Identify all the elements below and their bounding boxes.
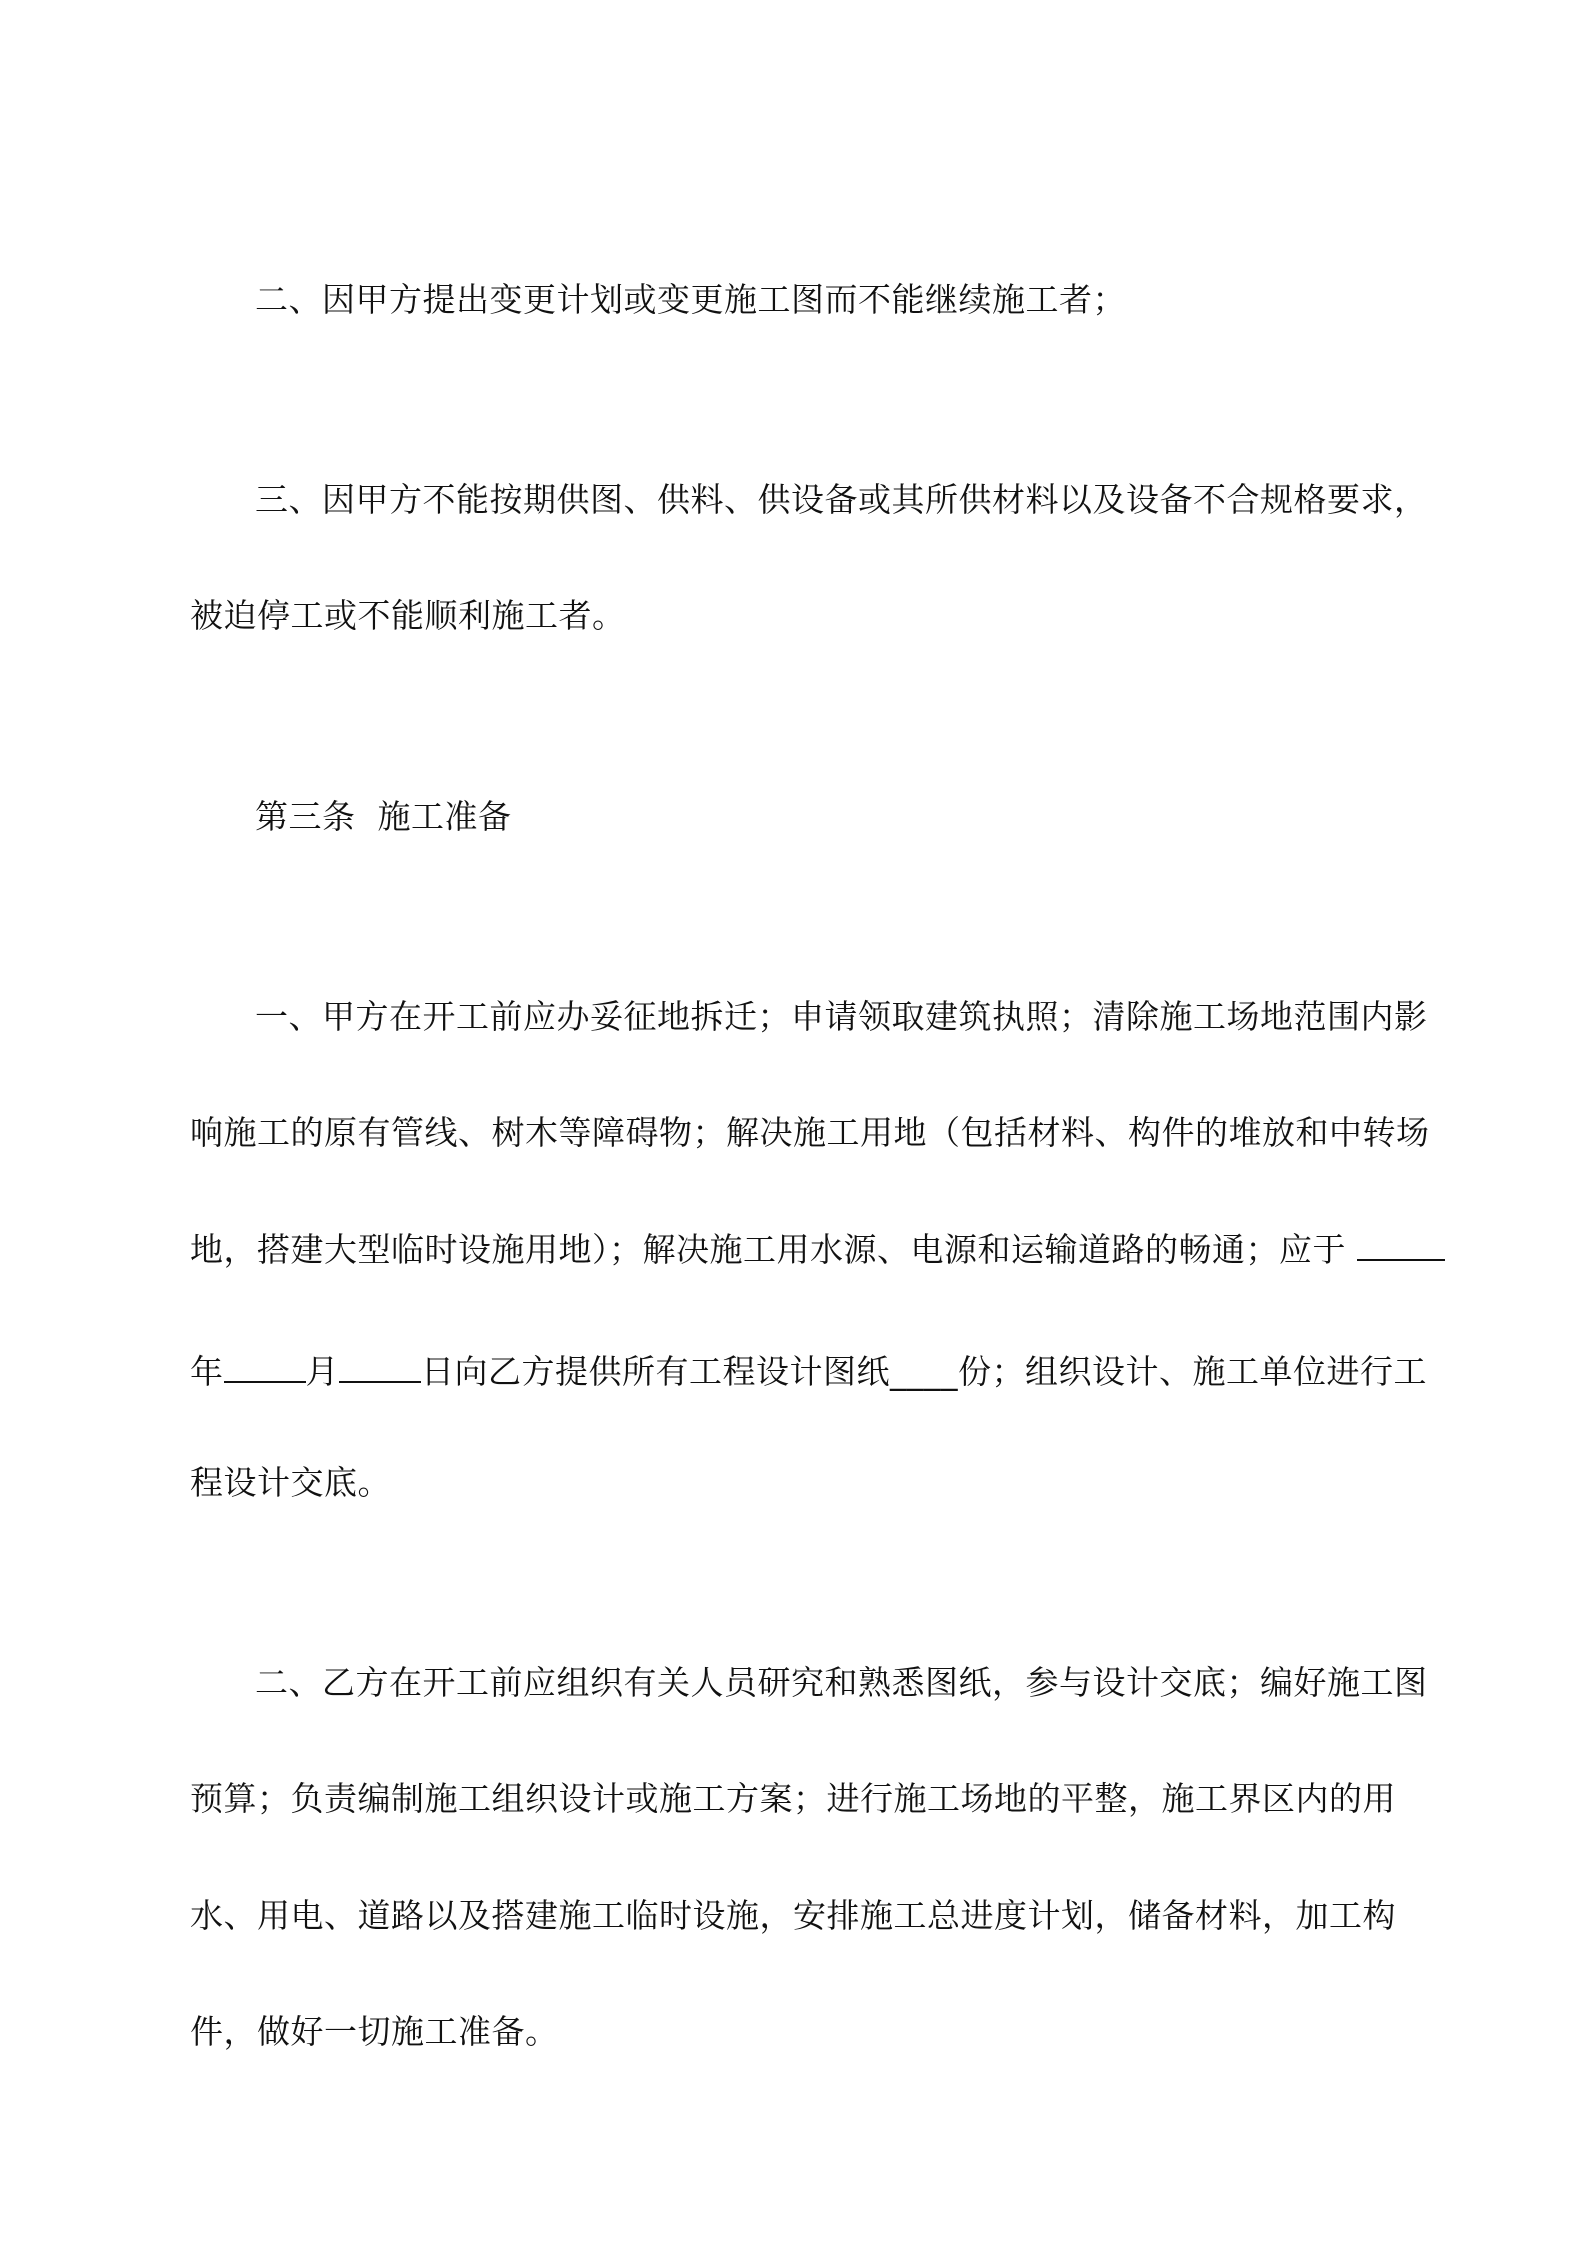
paragraph-text: 水、用电、道路以及搭建施工临时设施，安排施工总进度计划，储备材料，加工构 [190, 1896, 1396, 1935]
paragraph-text: 日向乙方提供所有工程设计图纸____份；组织设计、施工单位进行工 [421, 1352, 1427, 1391]
paragraph-text: 二、乙方在开工前应组织有关人员研究和熟悉图纸，参与设计交底；编好施工图 [255, 1663, 1428, 1702]
month-blank [224, 1351, 306, 1383]
section-heading [255, 795, 511, 839]
day-blank [339, 1351, 421, 1383]
paragraph-prep-1 [255, 995, 1428, 1039]
paragraph-prep-2-cont [190, 1777, 1396, 1821]
month-label: 月 [305, 1352, 339, 1391]
paragraph-text: 被迫停工或不能顺利施工者。 [190, 596, 626, 635]
year-label: 年 [190, 1352, 224, 1391]
paragraph-text: 预算；负责编制施工组织设计或施工方案；进行施工场地的平整，施工界区内的用 [190, 1779, 1396, 1818]
paragraph-text: 三、因甲方不能按期供图、供料、供设备或其所供材料以及设备不合规格要求， [255, 480, 1428, 519]
paragraph-text: 地，搭建大型临时设施用地）；解决施工用水源、电源和运输道路的畅通；应于 [190, 1230, 1346, 1269]
paragraph-clause-2 [255, 278, 1126, 322]
paragraph-text: 二、因甲方提出变更计划或变更施工图而不能继续施工者； [255, 280, 1126, 319]
paragraph-clause-3 [255, 478, 1428, 522]
paragraph-prep-1-cont [190, 1228, 1445, 1272]
heading-text: 第三条 施工准备 [255, 797, 512, 836]
paragraph-prep-2 [255, 1661, 1428, 1705]
paragraph-prep-1-cont [190, 1461, 391, 1505]
paragraph-clause-3-cont [190, 594, 626, 638]
paragraph-text: 响施工的原有管线、树木等障碍物；解决施工用地（包括材料、构件的堆放和中转场 [190, 1113, 1430, 1152]
paragraph-prep-2-cont [190, 2010, 559, 2054]
paragraph-text: 程设计交底。 [190, 1463, 391, 1502]
paragraph-prep-1-cont [190, 1350, 1427, 1394]
paragraph-prep-1-cont [190, 1111, 1430, 1155]
paragraph-text: 一、甲方在开工前应办妥征地拆迁；申请领取建筑执照；清除施工场地范围内影 [255, 997, 1428, 1036]
paragraph-text: 件，做好一切施工准备。 [190, 2012, 559, 2051]
paragraph-prep-2-cont [190, 1894, 1396, 1938]
year-blank [1357, 1229, 1445, 1261]
